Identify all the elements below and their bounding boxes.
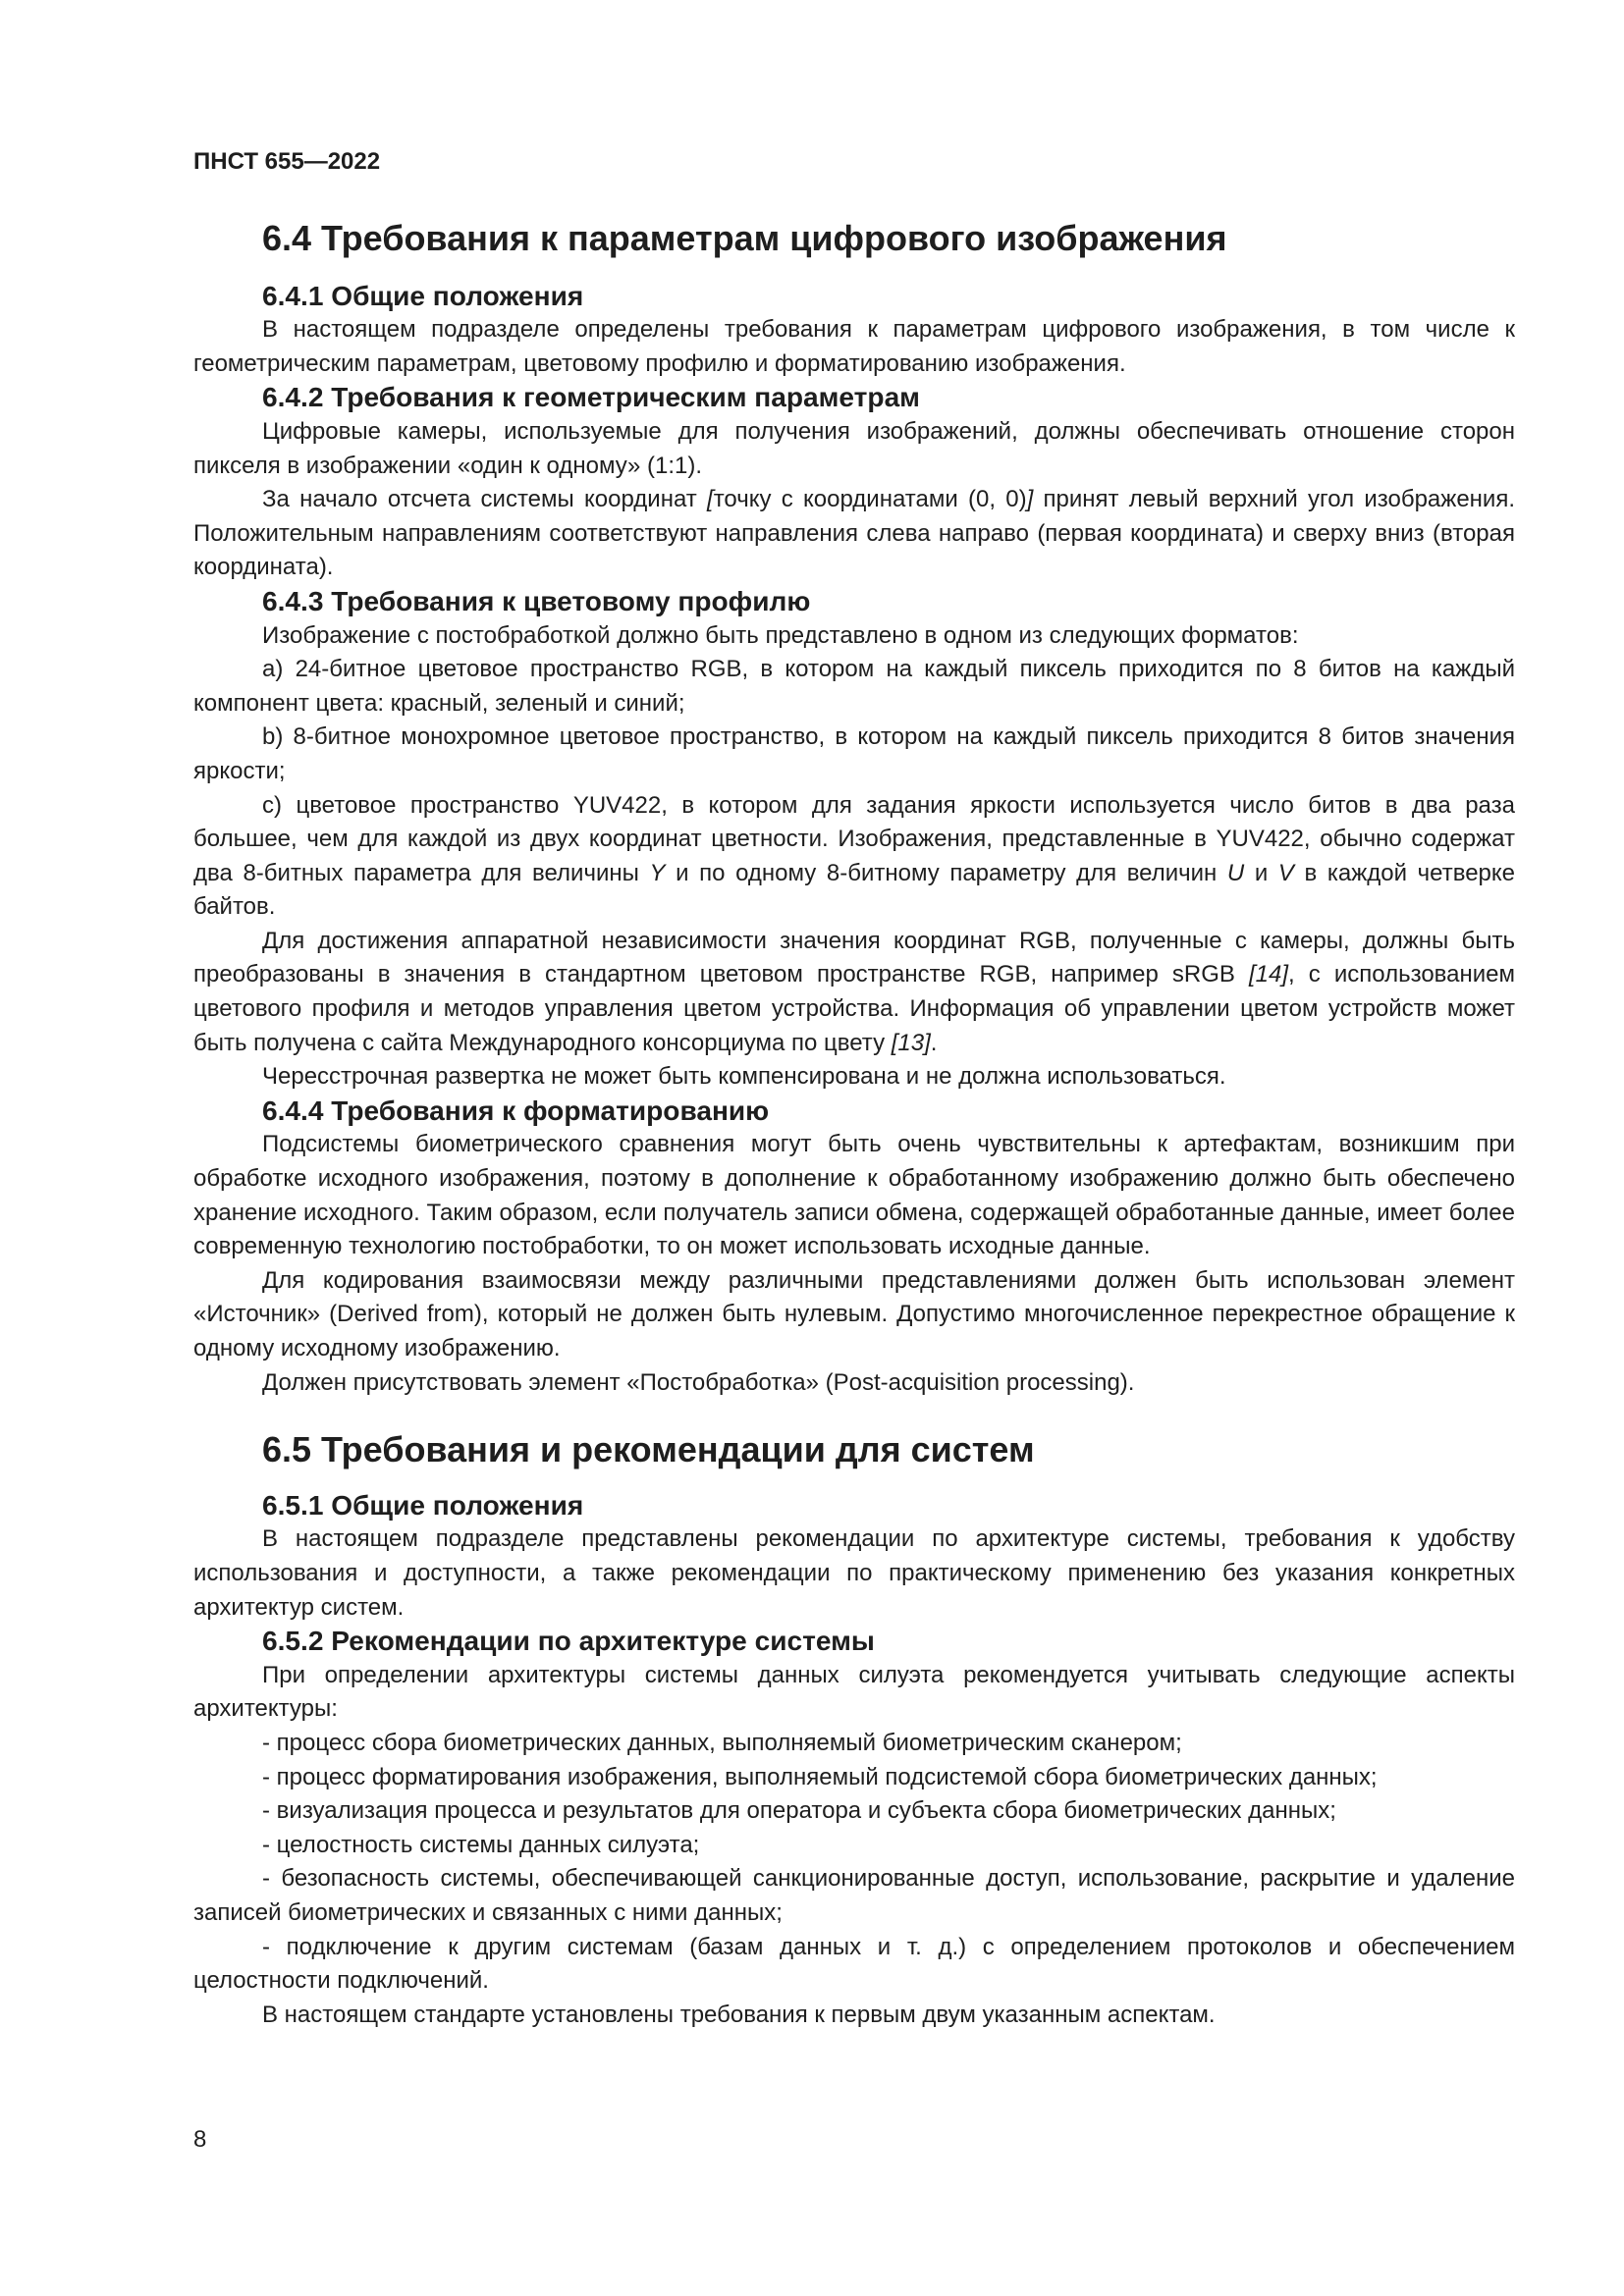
list-item-a: а) 24-битное цветовое пространство RGB, в котором на каждый пиксель приходится по 8 битов на каждый компонент цвета: красный, зеленый и синий;: [193, 656, 1515, 717]
section-6-5-2-title: 6.5.2 Рекомендации по архитектуре системы: [262, 1626, 875, 1657]
section-6-5-title: 6.5 Требования и рекомендации для систем: [262, 1429, 1035, 1470]
paragraph: Цифровые камеры, используемые для получения изображений, должны обеспечивать отношение сторон пикселя в изображении «один к одному» (1:1).: [193, 417, 1515, 479]
list-item: - целостность системы данных силуэта;: [262, 1831, 700, 1858]
text-span: За начало отсчета системы координат: [262, 486, 708, 513]
list-item: - процесс сбора биометрических данных, выполняемый биометрическим сканером;: [262, 1729, 1182, 1756]
document-body: [193, 218, 1516, 2032]
section-6-5-1-title: 6.5.1 Общие положения: [262, 1489, 584, 1521]
variable-u: U: [1226, 859, 1245, 886]
text-span: в каждой четверке байтов.: [193, 859, 1515, 921]
paragraph: [193, 483, 1515, 585]
list-item: - подключение к другим системам (базам данных и т. д.) с определением протоколов и обеспечением целостности подключений.: [193, 1933, 1515, 1995]
variable-y: Y: [649, 859, 666, 886]
section-6-4-4-title: 6.4.4 Требования к форматированию: [262, 1095, 770, 1126]
page-number: 8: [193, 2126, 207, 2153]
paragraph: В настоящем стандарте установлены требования к первым двум указанным аспектам.: [262, 2001, 1216, 2028]
reference-13: [13]: [891, 1029, 931, 1056]
text-span: точку с координатами (0, 0): [713, 486, 1027, 513]
paragraph: Для кодирования взаимосвязи между различными представлениями должен быть использован элемент «Источник» (Derived from), который не должен быть нулевым. Допустимо многочисленное перекрестное обращение к одному исходному изображению.: [193, 1266, 1515, 1362]
list-item-c: [193, 789, 1515, 925]
italic-bracket: ]: [1026, 486, 1034, 513]
text-span: и по одному 8-битному параметру для величин: [665, 859, 1227, 886]
text-span: с) цветовое пространство YUV422, в котором для задания яркости используется число битов в два раза большее, чем для каждой из двух координат цветности. Изображения, представленные в YUV422, обычно содержат два 8-битных параметра для величины: [193, 791, 1515, 886]
italic-bracket: [: [707, 486, 714, 513]
paragraph: В настоящем подразделе определены требования к параметрам цифрового изображения, в том числе к геометрическим параметрам, цветовому профилю и форматированию изображения.: [193, 316, 1515, 377]
reference-14: [14]: [1248, 961, 1289, 988]
text-span: принят левый верхний угол изображения. Положительным направлениям соответствуют направления слева направо (первая координата) и сверху вниз (вторая координата).: [193, 486, 1516, 581]
variable-v: V: [1277, 859, 1294, 886]
paragraph: [193, 925, 1515, 1060]
document-code-header: ПНСТ 655—2022: [193, 148, 381, 175]
list-item: - безопасность системы, обеспечивающей санкционированные доступ, использование, раскрытие и удаление записей биометрических и связанных с ними данных;: [193, 1865, 1515, 1926]
list-item: - процесс форматирования изображения, выполняемый подсистемой сбора биометрических данных;: [262, 1763, 1378, 1790]
text-span: Для достижения аппаратной независимости значения координат RGB, полученные с камеры, должны быть преобразованы в значения в стандартном цветовом пространстве RGB, например sRGB: [193, 927, 1515, 988]
section-6-4-2-title: 6.4.2 Требования к геометрическим параметрам: [262, 382, 920, 413]
paragraph: В настоящем подразделе представлены рекомендации по архитектуре системы, требования к удобству использования и доступности, а также рекомендации по практическому применению без указания конкретных архитектур систем.: [193, 1525, 1515, 1621]
list-item: - визуализация процесса и результатов для оператора и субъекта сбора биометрических данных;: [262, 1797, 1336, 1825]
list-item-b: b) 8-битное монохромное цветовое пространство, в котором на каждый пиксель приходится 8 битов значения яркости;: [193, 723, 1515, 784]
text-span: , с использованием цветового профиля и методов управления цветом устройства. Информация об управлении цветом устройств может быть получена с сайта Международного консорциума по цвету: [193, 961, 1515, 1056]
paragraph: Чересстрочная развертка не может быть компенсирована и не должна использоваться.: [262, 1063, 1226, 1091]
section-6-4-3-title: 6.4.3 Требования к цветовому профилю: [262, 585, 811, 616]
section-6-4-title: 6.4 Требования к параметрам цифрового изображения: [262, 218, 1227, 258]
section-6-4-1-title: 6.4.1 Общие положения: [262, 280, 584, 311]
paragraph: При определении архитектуры системы данных силуэта рекомендуется учитывать следующие аспекты архитектуры:: [193, 1661, 1515, 1723]
paragraph: Подсистемы биометрического сравнения могут быть очень чувствительны к артефактам, возникшим при обработке исходного изображения, поэтому в дополнение к обработанному изображению должно быть обеспечено хранение исходного. Таким образом, если получатель записи обмена, содержащей обработанные данные, имеет более современную технологию постобработки, то он может использовать исходные данные.: [193, 1131, 1515, 1260]
paragraph: Должен присутствовать элемент «Постобработка» (Post-acquisition processing).: [262, 1368, 1135, 1396]
text-span: и: [1244, 859, 1278, 886]
paragraph: Изображение с постобработкой должно быть представлено в одном из следующих форматов:: [262, 621, 1299, 649]
text-span: .: [930, 1029, 938, 1056]
